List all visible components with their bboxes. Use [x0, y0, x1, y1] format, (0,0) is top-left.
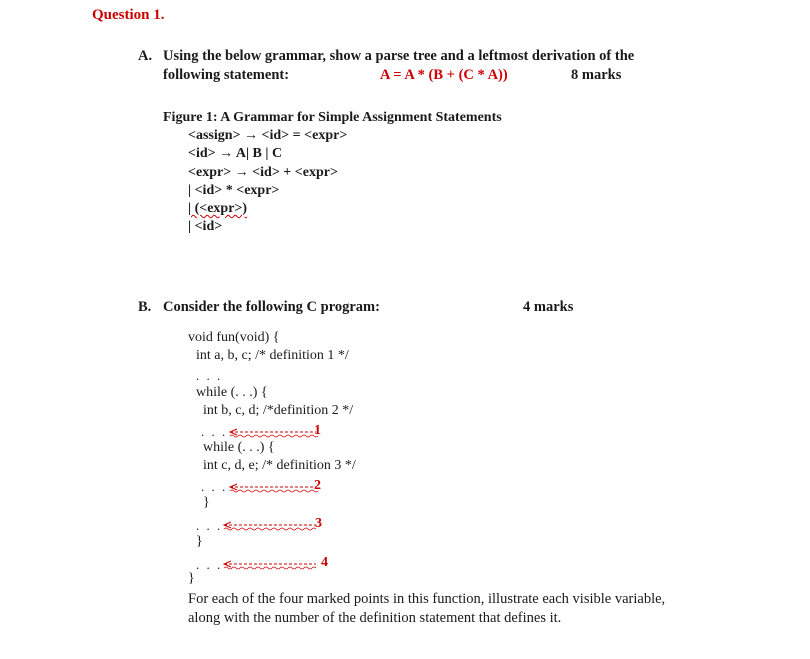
part-a-marks: 8 marks: [571, 67, 622, 83]
part-b-letter: B.: [138, 299, 152, 315]
part-a-line2: following statement:: [163, 67, 290, 83]
grammar-rule: | <id> * <expr>: [188, 183, 280, 198]
marker-arrow-3: [222, 516, 328, 536]
code-while-1: while (. . .) {: [196, 385, 268, 400]
code-fun-header: void fun(void) {: [188, 330, 280, 345]
code-decl-2: int b, c, d; /*definition 2 */: [203, 403, 354, 418]
marker-arrow-4: [222, 555, 328, 575]
part-a-statement: A = A * (B + (C * A)): [380, 67, 508, 83]
code-ellipsis: . . .: [196, 518, 223, 533]
code-while-2: while (. . .) {: [203, 440, 275, 455]
part-b-title: Consider the following C program:: [163, 299, 380, 315]
grammar-rule: <id> → A| B | C: [188, 146, 283, 161]
code-ellipsis: . . .: [196, 368, 223, 383]
grammar-rule: | <id>: [188, 219, 223, 234]
code-ellipsis: . . .: [201, 479, 228, 494]
left-arrow-icon: [222, 522, 318, 530]
marker-number-1: 1: [314, 423, 321, 438]
grammar-rule: <expr> → <id> + <expr>: [188, 165, 338, 180]
left-arrow-icon: [228, 484, 318, 492]
code-close-brace: }: [196, 534, 203, 549]
part-a-letter: A.: [138, 48, 153, 64]
marker-arrow-2: [228, 478, 328, 498]
code-ellipsis: . . .: [201, 424, 228, 439]
left-arrow-icon: [222, 561, 318, 569]
instruction-line-2: along with the number of the definition statement that defines it.: [188, 610, 562, 626]
code-decl-1: int a, b, c; /* definition 1 */: [196, 348, 349, 363]
left-arrow-icon: [228, 429, 318, 437]
code-close-brace: }: [203, 495, 210, 510]
code-close-brace: }: [188, 571, 195, 586]
code-ellipsis: . . .: [196, 557, 223, 572]
marker-number-2: 2: [314, 478, 321, 493]
part-a-line1: Using the below grammar, show a parse tree and a leftmost derivation of the: [163, 48, 635, 64]
grammar-rule: | (<expr>): [188, 201, 248, 216]
instruction-line-1: For each of the four marked points in this function, illustrate each visible variable,: [188, 591, 666, 607]
grammar-rule: <assign> → <id> = <expr>: [188, 128, 348, 143]
code-decl-3: int c, d, e; /* definition 3 */: [203, 458, 356, 473]
marker-number-3: 3: [315, 516, 322, 531]
marker-number-4: 4: [321, 555, 328, 570]
part-b-marks: 4 marks: [523, 299, 574, 315]
question-title: Question 1.: [92, 7, 165, 23]
figure-title: Figure 1: A Grammar for Simple Assignment Statements: [163, 110, 502, 125]
